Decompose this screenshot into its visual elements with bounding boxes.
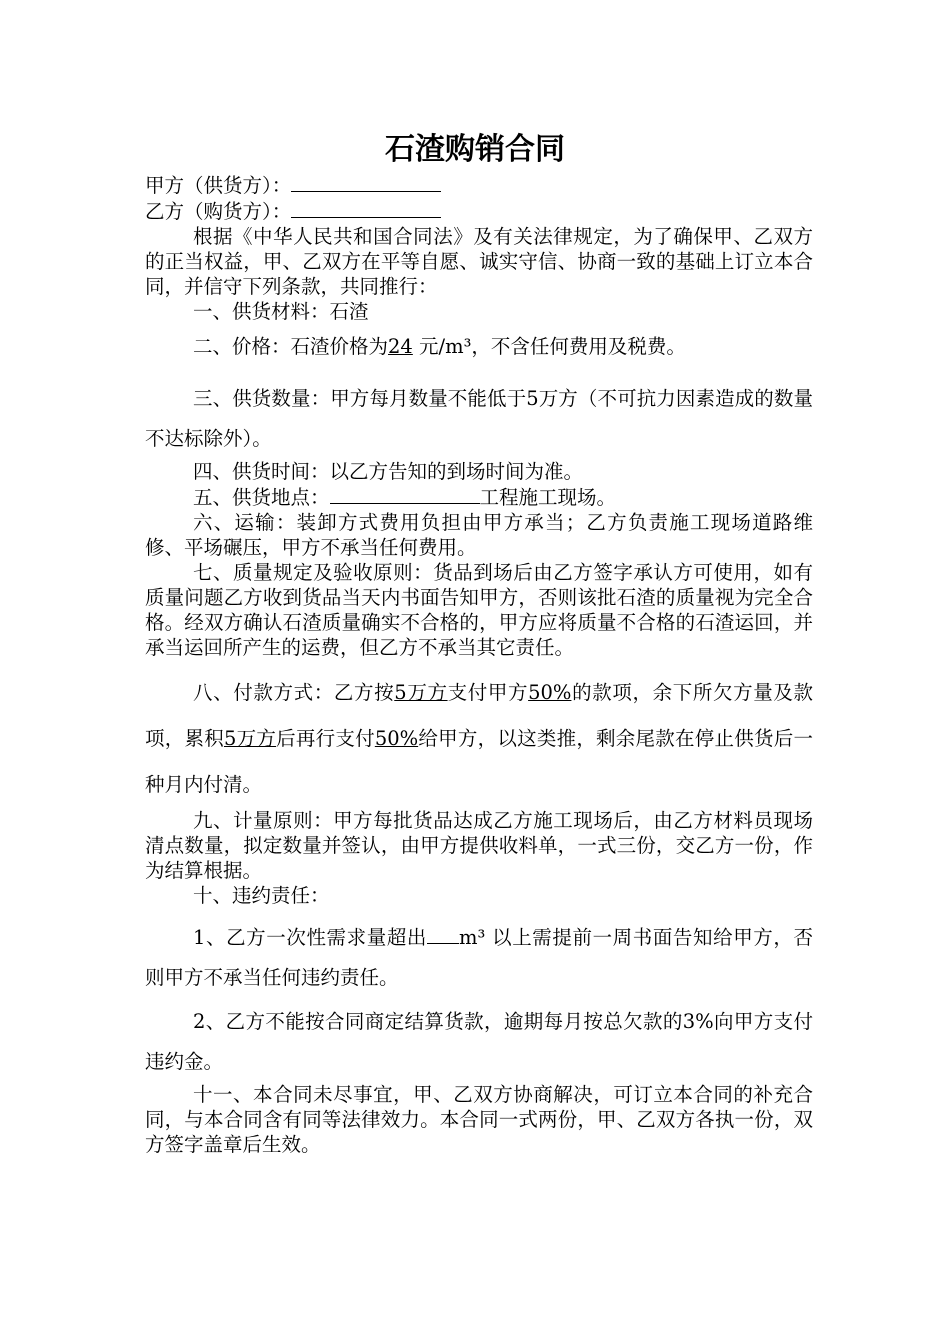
clause-2: 二、价格：石渣价格为24 元/m³，不含任何费用及税费。 <box>193 335 686 358</box>
clause-4: 四、供货时间：以乙方告知的到场时间为准。 <box>193 460 584 483</box>
location-blank <box>330 484 480 504</box>
clause-3: 三、供货数量：甲方每月数量不能低于5万方（不可抗力因素造成的数量不达标除外）。 <box>145 387 813 450</box>
party-a-line <box>145 172 813 198</box>
party-a-blank <box>291 172 441 192</box>
clause-1: 一、供货材料：石渣 <box>193 300 369 323</box>
quantity-blank <box>427 924 459 944</box>
clause-9: 九、计量原则：甲方每批货品达成乙方施工现场后，由乙方材料员现场清点数量，拟定数量并签认，由甲方提供收料单，一式三份，交乙方一份，作为结算根据。 <box>145 809 813 882</box>
clause-7: 七、质量规定及验收原则：货品到场后由乙方签字承认方可使用，如有质量问题乙方收到货品当天内书面告知甲方，否则该批石渣的质量视为完全合格。经双方确认石渣质量确实不合格的，甲方应将质量不合格的石渣运回，并承当运回所产生的运费，但乙方不承当其它责任。 <box>145 561 813 659</box>
party-b-label: 乙方（购货方）： <box>145 200 292 223</box>
payment-pct-2: 50% <box>374 727 419 750</box>
payment-qty-1: 5万方 <box>394 681 448 704</box>
clause-10: 十、违约责任： <box>193 884 330 907</box>
payment-qty-2: 5万方 <box>223 727 277 750</box>
party-b-blank <box>291 198 441 218</box>
clause-5: 五、供货地点： 工程施工现场。 <box>193 486 617 509</box>
contract-body <box>145 172 813 1157</box>
party-a-label: 甲方（供货方）： <box>145 174 292 197</box>
contract-title: 石渣购销合同 <box>385 132 565 167</box>
clause-8: 八、付款方式：乙方按5万方支付甲方50%的款项，余下所欠方量及款项，累积5万方后再行支付50%给甲方，以这类推，剩余尾款在停止供货后一种月内付清。 <box>145 681 813 796</box>
clause-11: 十一、本合同未尽事宜，甲、乙双方协商解决，可订立本合同的补充合同，与本合同含有同等法律效力。本合同一式两份，甲、乙双方各执一份，双方签字盖章后生效。 <box>145 1083 813 1156</box>
price-value: 24 <box>388 335 413 358</box>
payment-pct-1: 50% <box>528 681 572 704</box>
clause-6: 六、运输：装卸方式费用负担由甲方承当；乙方负责施工现场道路维修、平场碾压，甲方不承当任何费用。 <box>145 511 813 559</box>
clause-10-1: 1、乙方一次性需求量超出 m³ 以上需提前一周书面告知给甲方，否则甲方不承当任何违约责任。 <box>145 926 813 989</box>
clause-10-2: 2、乙方不能按合同商定结算货款，逾期每月按总欠款的3%向甲方支付违约金。 <box>145 1010 813 1073</box>
party-b-line <box>145 198 813 224</box>
preamble: 根据《中华人民共和国合同法》及有关法律规定，为了确保甲、乙双方的正当权益，甲、乙双方在平等自愿、诚实守信、协商一致的基础上订立本合同，并信守下列条款，共同推行： <box>145 225 813 298</box>
